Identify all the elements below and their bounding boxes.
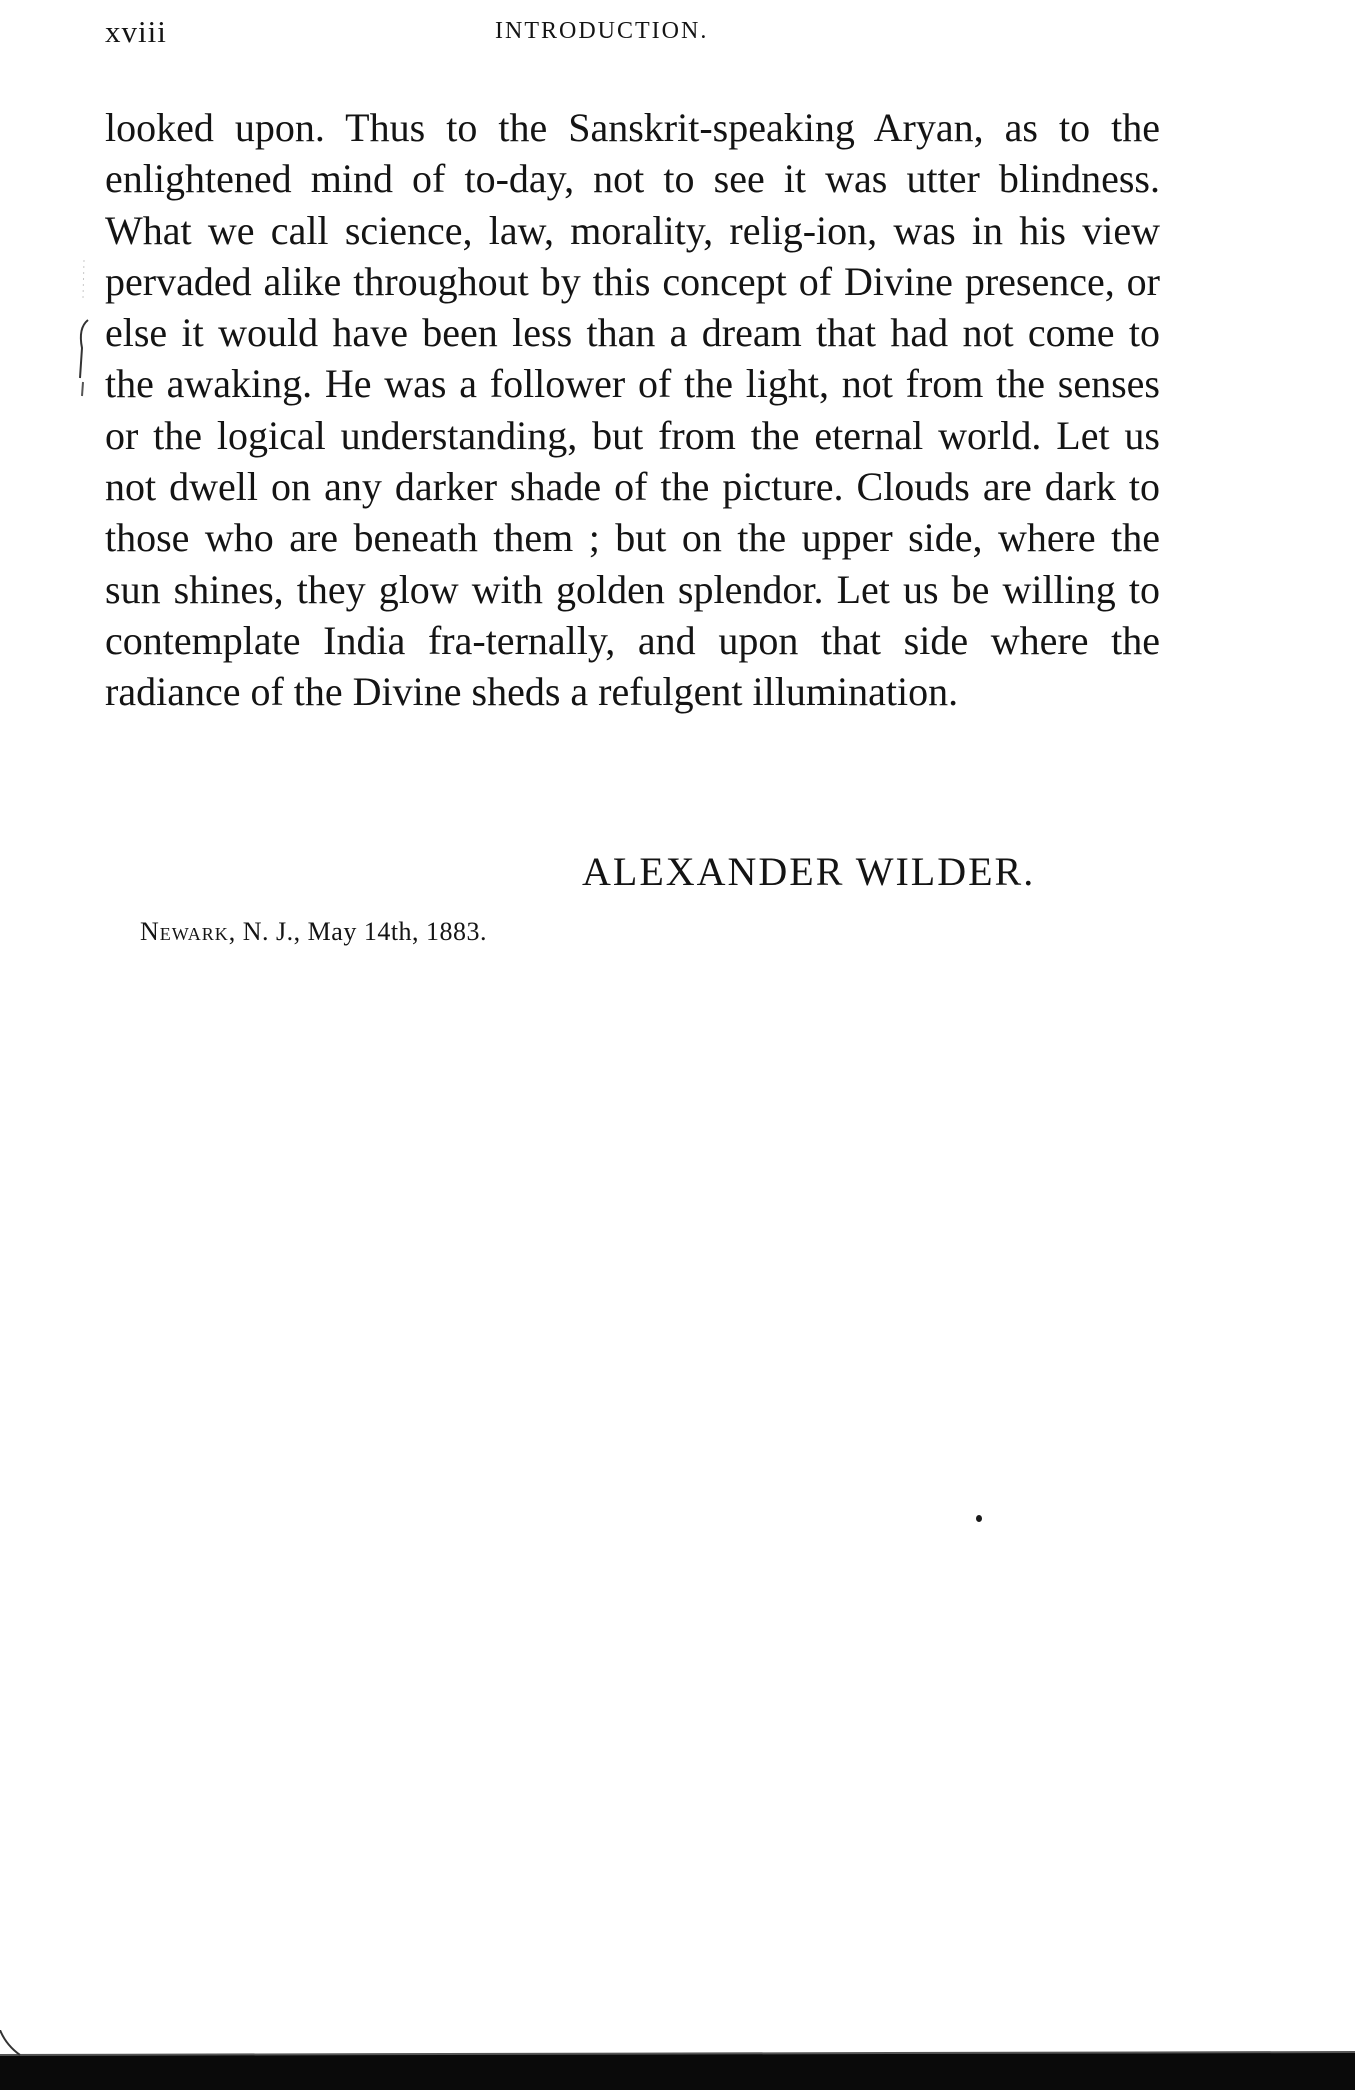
running-title: INTRODUCTION. xyxy=(495,18,709,44)
running-head xyxy=(105,14,865,54)
page-edge-shadow xyxy=(0,2030,1355,2090)
dateline-date: , N. J., May 14th, 1883. xyxy=(228,917,488,946)
author-signature: ALEXANDER WILDER. xyxy=(582,849,1036,894)
body-paragraph: looked upon. Thus to the Sanskrit-speaking Aryan, as to the enlightened mind of to-day, not to see it was utter blindness. What we call science, law, morality, relig-ion, was in his view pervaded alike throughout by this concept of Divine presence, or else it would have been less than a dream that had not come to the awaking. He was a follower of the light, not from the senses or the logical understanding, but from the eternal world. Let us not dwell on any darker shade of the picture. Clouds are dark to those who are beneath them ; but on the upper side, where the sun shines, they glow with golden splendor. Let us be willing to contemplate India fra-ternally, and upon that side where the radiance of the Divine sheds a refulgent illumination. xyxy=(105,105,1160,715)
dateline xyxy=(140,917,487,947)
dateline-place: Newark xyxy=(140,917,229,946)
margin-pencil-mark xyxy=(70,258,98,408)
ink-speck xyxy=(976,1515,982,1522)
page-number: xviii xyxy=(105,14,167,49)
